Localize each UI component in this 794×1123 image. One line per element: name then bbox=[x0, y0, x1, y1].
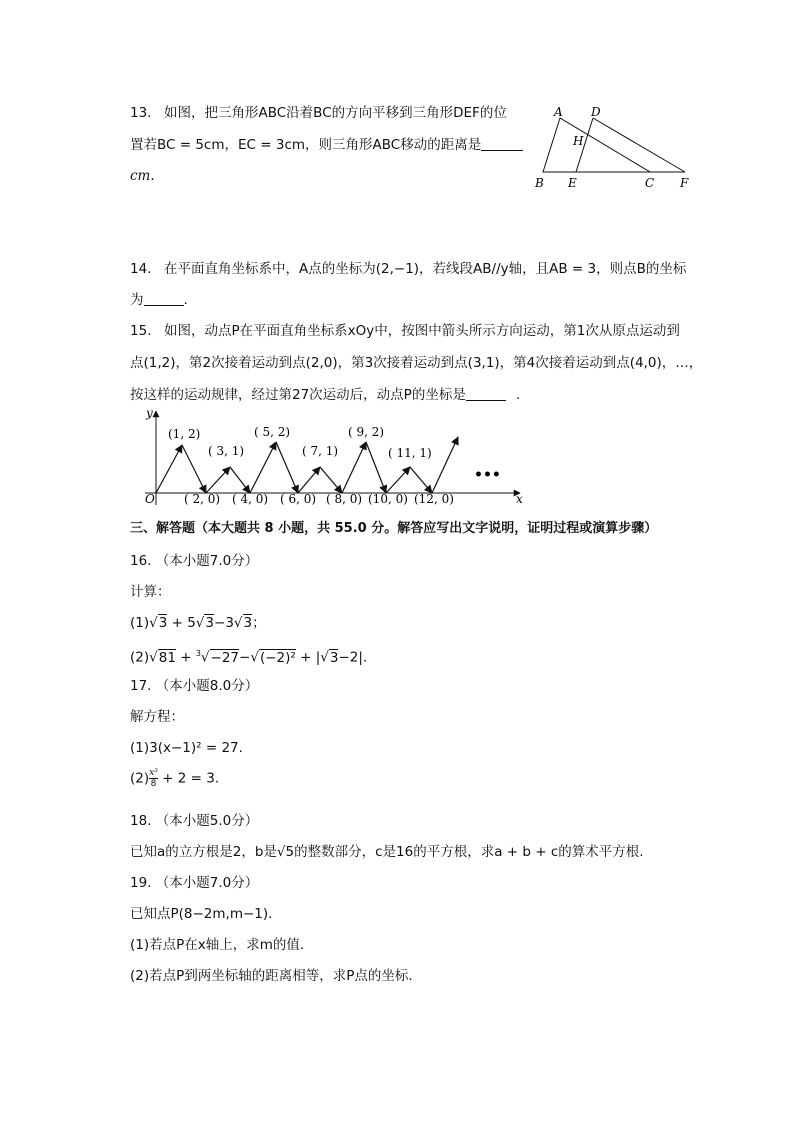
ellipsis: ••• bbox=[474, 467, 501, 483]
q14-text-1: 在平面直角坐标系中，A点的坐标为(2,−1)，若线段AB//y轴，且AB = 3，则点B的坐标 bbox=[164, 261, 687, 277]
q13-line3 bbox=[130, 167, 155, 185]
q13-number: 13. bbox=[130, 105, 152, 121]
label-3-1: ( 3, 1) bbox=[208, 444, 245, 458]
q15-line2 bbox=[130, 354, 702, 372]
q13-triangle-figure bbox=[525, 100, 700, 195]
q16-part1-label: (1) bbox=[130, 615, 150, 631]
q16-header: 16. （本小题7.0分） bbox=[130, 553, 259, 569]
q13-line1 bbox=[130, 104, 507, 122]
q19-part1: (1)若点P在x轴上，求m的值. bbox=[130, 937, 305, 953]
q15-line1 bbox=[130, 322, 680, 340]
q17-fraction: $\frac{\text{x³}}{8}$ bbox=[149, 768, 158, 789]
y-axis-label: y bbox=[146, 406, 153, 420]
q17-part2 bbox=[130, 768, 219, 796]
label-7-1: ( 7, 1) bbox=[302, 444, 339, 458]
label-12-0: (12, 0) bbox=[414, 492, 454, 506]
q15-motion-figure bbox=[130, 405, 530, 510]
q15-number: 15. bbox=[130, 323, 152, 339]
q14-line1 bbox=[130, 260, 686, 278]
q15-line3 bbox=[130, 386, 520, 404]
q17-part2-rest: + 2 = 3. bbox=[157, 770, 220, 787]
label-1-2: (1, 2) bbox=[168, 427, 201, 441]
label-10-0: (10, 0) bbox=[368, 492, 408, 506]
label-6-0: ( 6, 0) bbox=[280, 492, 317, 506]
q16-part2: (2)√81 + $^3$√−27−√(−2)² + |√3−2|. bbox=[130, 649, 368, 666]
point-c-label: C bbox=[645, 176, 655, 190]
q13-text-3: cm. bbox=[130, 168, 155, 184]
point-d-label: D bbox=[591, 105, 601, 119]
point-f-label: F bbox=[680, 176, 689, 190]
q18-header: 18. （本小题5.0分） bbox=[130, 813, 259, 829]
q14-number: 14. bbox=[130, 261, 152, 277]
point-a-label: A bbox=[554, 105, 563, 119]
q15-answer-blank[interactable] bbox=[466, 386, 506, 401]
x-axis-label: x bbox=[516, 492, 523, 506]
q17-part2-label: (2) bbox=[130, 770, 150, 787]
q15-text-2: 点(1,2)，第2次接着运动到点(2,0)，第3次接着运动到点(3,1)，第4次接着运动到点(4,0)，…， bbox=[130, 355, 703, 371]
q14-text-2b: . bbox=[183, 292, 188, 308]
q13-answer-blank[interactable] bbox=[481, 136, 523, 151]
q16-part1: (1)√3 + 5√3−3√3； bbox=[130, 615, 266, 631]
q13-text-2: 置若BC = 5cm，EC = 3cm，则三角形ABC移动的距离是 bbox=[130, 137, 482, 153]
label-8-0: ( 8, 0) bbox=[326, 492, 363, 506]
q13-text-1: 如图，把三角形ABC沿着BC的方向平移到三角形DEF的位 bbox=[164, 105, 507, 121]
section-3-heading: 三、解答题（本大题共 8 小题，共 55.0 分。解答应写出文字说明，证明过程或演算步骤） bbox=[130, 521, 658, 536]
q14-text-2a: 为 bbox=[130, 292, 144, 308]
q16-part2-label: (2) bbox=[130, 649, 150, 666]
q19-intro: 已知点P(8−2m,m−1). bbox=[130, 906, 273, 922]
q19-header: 19. （本小题7.0分） bbox=[130, 875, 259, 891]
q17-intro: 解方程： bbox=[130, 709, 184, 725]
q16-intro: 计算： bbox=[130, 584, 171, 600]
triangle-abc bbox=[543, 118, 650, 172]
point-h-label: H bbox=[573, 134, 584, 148]
q15-text-3a: 按这样的运动规律，经过第27次运动后，动点P的坐标是 bbox=[130, 387, 466, 403]
label-9-2: ( 9, 2) bbox=[348, 425, 385, 439]
q17-header: 17. （本小题8.0分） bbox=[130, 678, 259, 694]
label-4-0: ( 4, 0) bbox=[232, 492, 269, 506]
point-b-label: B bbox=[535, 176, 544, 190]
q14-answer-blank[interactable] bbox=[144, 291, 184, 306]
q14-line2 bbox=[130, 291, 188, 309]
q15-text-3b: . bbox=[515, 387, 521, 403]
q19-part2: (2)若点P到两坐标轴的距离相等，求P点的坐标. bbox=[130, 968, 413, 984]
line-df bbox=[593, 118, 685, 172]
q13-line2 bbox=[130, 136, 523, 154]
label-5-2: ( 5, 2) bbox=[254, 425, 291, 439]
label-2-0: ( 2, 0) bbox=[184, 492, 221, 506]
q17-part1: (1)3(x−1)² = 27. bbox=[130, 740, 243, 756]
q15-text-1: 如图，动点P在平面直角坐标系xOy中，按图中箭头所示方向运动，第1次从原点运动到 bbox=[164, 323, 680, 339]
point-e-label: E bbox=[568, 176, 577, 190]
origin-label: O bbox=[145, 492, 155, 506]
label-11-1: ( 11, 1) bbox=[388, 446, 432, 460]
q18-text: 已知a的立方根是2，b是√5的整数部分，c是16的平方根，求a + b + c的算术平方根. bbox=[130, 844, 644, 860]
